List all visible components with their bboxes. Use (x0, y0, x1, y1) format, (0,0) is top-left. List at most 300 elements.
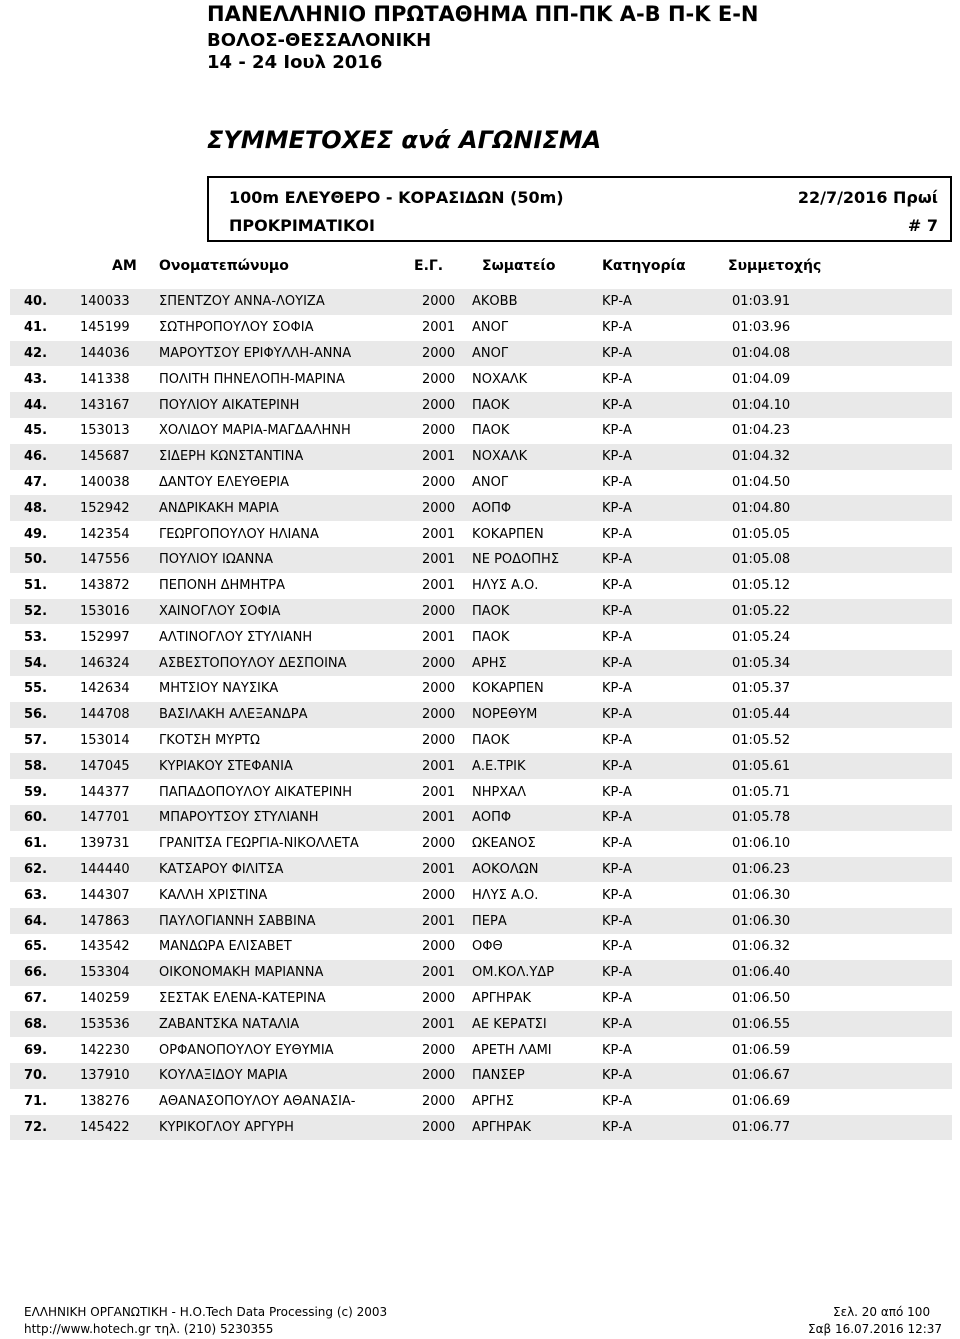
table-row (10, 650, 952, 676)
cell-athlete-id: 137910 (80, 1068, 130, 1084)
column-headers (0, 258, 960, 280)
cell-entry-time: 01:03.91 (732, 294, 791, 310)
cell-rank: 46. (24, 449, 48, 465)
cell-club: ΝΟΧΑΛΚ (472, 449, 528, 465)
cell-club: ΠΑΟΚ (472, 397, 510, 413)
cell-athlete-name: ΓΡΑΝΙΤΣΑ ΓΕΩΡΓΙΑ-ΝΙΚΟΛΛΕΤΑ (159, 836, 359, 852)
cell-athlete-name: ΜΗΤΣΙΟΥ ΝΑΥΣΙΚΑ (159, 681, 279, 697)
cell-athlete-name: ΠΑΠΑΔΟΠΟΥΛΟΥ ΑΙΚΑΤΕΡΙΝΗ (159, 784, 353, 800)
cell-rank: 67. (24, 990, 48, 1006)
cell-athlete-name: ΑΛΤΙΝΟΓΛΟΥ ΣΤΥΛΙΑΝΗ (159, 629, 313, 645)
cell-athlete-id: 142354 (80, 526, 130, 542)
cell-club: ΠΑΝΣΕΡ (472, 1068, 525, 1084)
cell-category: ΚΡ-Α (602, 732, 632, 748)
row-spacer (840, 753, 952, 779)
row-spacer (840, 573, 952, 599)
cell-club: ΑΡΕΤΗ ΛΑΜΙ (472, 1042, 552, 1058)
cell-entry-time: 01:06.23 (732, 861, 791, 877)
cell-athlete-id: 152997 (80, 629, 130, 645)
table-row (10, 1011, 952, 1037)
cell-rank: 44. (24, 397, 48, 413)
cell-rank: 69. (24, 1042, 48, 1058)
cell-entry-time: 01:06.59 (732, 1042, 791, 1058)
cell-club: ΑΡΗΣ (472, 655, 507, 671)
cell-rank: 72. (24, 1119, 48, 1135)
table-row (10, 908, 952, 934)
heat-number: # 7 (907, 216, 938, 235)
cell-rank: 52. (24, 603, 48, 619)
cell-birth-year: 2000 (422, 1094, 456, 1110)
cell-athlete-name: ΚΑΛΛΗ ΧΡΙΣΤΙΝΑ (159, 887, 268, 903)
cell-birth-year: 2000 (422, 1119, 456, 1135)
cell-athlete-name: ΜΑΝΔΩΡΑ ΕΛΙΣΑΒΕΤ (159, 939, 292, 955)
row-spacer (840, 1063, 952, 1089)
row-spacer (840, 831, 952, 857)
cell-athlete-id: 140033 (80, 294, 130, 310)
table-row (10, 882, 952, 908)
cell-athlete-id: 146324 (80, 655, 130, 671)
row-spacer (840, 882, 952, 908)
cell-entry-time: 01:06.30 (732, 887, 791, 903)
cell-club: ΑΕ ΚΕΡΑΤΣΙ (472, 1016, 547, 1032)
table-row (10, 676, 952, 702)
cell-rank: 70. (24, 1068, 48, 1084)
table-row (10, 857, 952, 883)
cell-rank: 60. (24, 810, 48, 826)
row-spacer (840, 521, 952, 547)
cell-athlete-id: 153536 (80, 1016, 130, 1032)
row-spacer (840, 392, 952, 418)
print-timestamp: Σαβ 16.07.2016 12:37 (808, 1322, 943, 1336)
cell-athlete-name: ΟΡΦΑΝΟΠΟΥΛΟΥ ΕΥΘΥΜΙΑ (159, 1042, 334, 1058)
cell-athlete-name: ΣΩΤΗΡΟΠΟΥΛΟΥ ΣΟΦΙΑ (159, 320, 314, 336)
cell-category: ΚΡ-Α (602, 758, 632, 774)
cell-athlete-name: ΚΥΡΙΚΟΓΛΟΥ ΑΡΓΥΡΗ (159, 1119, 294, 1135)
cell-rank: 57. (24, 732, 48, 748)
table-row (10, 547, 952, 573)
cell-rank: 58. (24, 758, 48, 774)
cell-club: ΑΝΟΓ (472, 474, 509, 490)
table-row (10, 728, 952, 754)
cell-birth-year: 2001 (422, 629, 456, 645)
cell-birth-year: 2001 (422, 758, 456, 774)
cell-athlete-name: ΒΑΣΙΛΑΚΗ ΑΛΕΞΑΝΔΡΑ (159, 707, 308, 723)
cell-athlete-name: ΟΙΚΟΝΟΜΑΚΗ ΜΑΡΙΑΝΝΑ (159, 965, 324, 981)
table-row (10, 753, 952, 779)
row-spacer (840, 805, 952, 831)
cell-entry-time: 01:05.12 (732, 578, 791, 594)
table-row (10, 366, 952, 392)
cell-athlete-id: 142634 (80, 681, 130, 697)
cell-rank: 65. (24, 939, 48, 955)
cell-rank: 63. (24, 887, 48, 903)
cell-entry-time: 01:06.32 (732, 939, 791, 955)
cell-entry-time: 01:05.24 (732, 629, 791, 645)
table-row (10, 1037, 952, 1063)
cell-athlete-name: ΑΣΒΕΣΤΟΠΟΥΛΟΥ ΔΕΣΠΟΙΝΑ (159, 655, 347, 671)
cell-category: ΚΡ-Α (602, 655, 632, 671)
table-row (10, 831, 952, 857)
cell-birth-year: 2000 (422, 681, 456, 697)
cell-birth-year: 2000 (422, 294, 456, 310)
row-spacer (840, 599, 952, 625)
cell-category: ΚΡ-Α (602, 887, 632, 903)
cell-athlete-id: 153016 (80, 603, 130, 619)
cell-entry-time: 01:05.78 (732, 810, 791, 826)
cell-rank: 59. (24, 784, 48, 800)
cell-birth-year: 2000 (422, 474, 456, 490)
cell-rank: 48. (24, 500, 48, 516)
col-header-name: Ονοματεπώνυμο (159, 258, 289, 274)
cell-athlete-name: ΑΘΑΝΑΣΟΠΟΥΛΟΥ ΑΘΑΝΑΣΙΑ- (159, 1094, 356, 1110)
col-header-entry: Συμμετοχής (728, 258, 822, 274)
cell-birth-year: 2001 (422, 578, 456, 594)
cell-club: ΗΛΥΣ Α.Ο. (472, 887, 539, 903)
cell-birth-year: 2001 (422, 552, 456, 568)
table-row (10, 624, 952, 650)
cell-category: ΚΡ-Α (602, 449, 632, 465)
cell-athlete-id: 143167 (80, 397, 130, 413)
entries-table (10, 289, 952, 1140)
cell-club: ΑΡΓΗΡΑΚ (472, 1119, 532, 1135)
cell-club: ΝΗΡΧΑΛ (472, 784, 527, 800)
cell-athlete-name: ΣΙΔΕΡΗ ΚΩΝΣΤΑΝΤΙΝΑ (159, 449, 304, 465)
page-number: Σελ. 20 από 100 (833, 1305, 931, 1319)
cell-category: ΚΡ-Α (602, 1016, 632, 1032)
row-spacer (840, 1011, 952, 1037)
cell-category: ΚΡ-Α (602, 861, 632, 877)
cell-rank: 55. (24, 681, 48, 697)
cell-club: ΚΟΚΑΡΠΕΝ (472, 526, 544, 542)
cell-birth-year: 2000 (422, 371, 456, 387)
cell-category: ΚΡ-Α (602, 500, 632, 516)
cell-birth-year: 2000 (422, 836, 456, 852)
cell-category: ΚΡ-Α (602, 784, 632, 800)
cell-entry-time: 01:05.61 (732, 758, 791, 774)
cell-rank: 54. (24, 655, 48, 671)
cell-entry-time: 01:05.52 (732, 732, 791, 748)
cell-birth-year: 2000 (422, 1068, 456, 1084)
row-spacer (840, 315, 952, 341)
row-spacer (840, 960, 952, 986)
col-header-club: Σωματείο (482, 258, 556, 274)
cell-rank: 41. (24, 320, 48, 336)
cell-athlete-id: 153304 (80, 965, 130, 981)
cell-entry-time: 01:06.77 (732, 1119, 791, 1135)
table-row (10, 599, 952, 625)
event-round: ΠΡΟΚΡΙΜΑΤΙΚΟΙ (229, 216, 375, 235)
row-spacer (840, 728, 952, 754)
cell-athlete-id: 147045 (80, 758, 130, 774)
cell-athlete-name: ΜΠΑΡΟΥΤΣΟΥ ΣΤΥΛΙΑΝΗ (159, 810, 319, 826)
col-header-year: Ε.Γ. (414, 258, 444, 274)
cell-entry-time: 01:05.37 (732, 681, 791, 697)
cell-entry-time: 01:06.69 (732, 1094, 791, 1110)
cell-birth-year: 2000 (422, 423, 456, 439)
row-spacer (840, 986, 952, 1012)
cell-birth-year: 2000 (422, 500, 456, 516)
row-spacer (840, 1115, 952, 1141)
table-row (10, 805, 952, 831)
cell-athlete-name: ΚΥΡΙΑΚΟΥ ΣΤΕΦΑΝΙΑ (159, 758, 293, 774)
cell-athlete-id: 147701 (80, 810, 130, 826)
cell-athlete-id: 138276 (80, 1094, 130, 1110)
cell-athlete-name: ΠΑΥΛΟΓΙΑΝΝΗ ΣΑΒΒΙΝΑ (159, 913, 316, 929)
table-row (10, 573, 952, 599)
cell-birth-year: 2000 (422, 345, 456, 361)
table-row (10, 934, 952, 960)
table-row (10, 444, 952, 470)
cell-athlete-id: 141338 (80, 371, 130, 387)
row-spacer (840, 624, 952, 650)
cell-club: ΠΕΡΑ (472, 913, 507, 929)
col-header-am: ΑΜ (112, 258, 137, 274)
row-spacer (840, 650, 952, 676)
cell-athlete-name: ΚΟΥΛΑΞΙΔΟΥ ΜΑΡΙΑ (159, 1068, 288, 1084)
cell-entry-time: 01:05.05 (732, 526, 791, 542)
cell-rank: 68. (24, 1016, 48, 1032)
table-row (10, 418, 952, 444)
cell-category: ΚΡ-Α (602, 681, 632, 697)
cell-entry-time: 01:04.09 (732, 371, 791, 387)
cell-athlete-name: ΠΕΠΟΝΗ ΔΗΜΗΤΡΑ (159, 578, 285, 594)
table-row (10, 495, 952, 521)
cell-category: ΚΡ-Α (602, 939, 632, 955)
cell-club: ΑΟΠΦ (472, 810, 512, 826)
row-spacer (840, 289, 952, 315)
cell-athlete-id: 145687 (80, 449, 130, 465)
cell-category: ΚΡ-Α (602, 1068, 632, 1084)
table-row (10, 392, 952, 418)
cell-rank: 45. (24, 423, 48, 439)
cell-athlete-name: ΠΟΥΛΙΟΥ ΙΩΑΝΝΑ (159, 552, 273, 568)
cell-birth-year: 2001 (422, 320, 456, 336)
cell-rank: 40. (24, 294, 48, 310)
cell-category: ΚΡ-Α (602, 474, 632, 490)
cell-entry-time: 01:03.96 (732, 320, 791, 336)
cell-athlete-name: ΠΟΛΙΤΗ ΠΗΝΕΛΟΠΗ-ΜΑΡΙΝΑ (159, 371, 345, 387)
cell-category: ΚΡ-Α (602, 1042, 632, 1058)
cell-birth-year: 2001 (422, 810, 456, 826)
cell-category: ΚΡ-Α (602, 371, 632, 387)
cell-athlete-id: 147863 (80, 913, 130, 929)
cell-category: ΚΡ-Α (602, 320, 632, 336)
cell-rank: 42. (24, 345, 48, 361)
row-spacer (840, 418, 952, 444)
cell-rank: 50. (24, 552, 48, 568)
cell-category: ΚΡ-Α (602, 629, 632, 645)
cell-athlete-id: 143542 (80, 939, 130, 955)
event-info-box (207, 176, 952, 242)
table-row (10, 289, 952, 315)
cell-category: ΚΡ-Α (602, 965, 632, 981)
row-spacer (840, 495, 952, 521)
cell-entry-time: 01:05.71 (732, 784, 791, 800)
cell-rank: 53. (24, 629, 48, 645)
cell-entry-time: 01:05.34 (732, 655, 791, 671)
event-dates: 14 - 24 Ιουλ 2016 (207, 52, 383, 73)
row-spacer (840, 341, 952, 367)
cell-rank: 66. (24, 965, 48, 981)
cell-entry-time: 01:06.10 (732, 836, 791, 852)
championship-title: ΠΑΝΕΛΛΗΝΙΟ ΠΡΩΤΑΘΗΜΑ ΠΠ-ΠΚ Α-Β Π-Κ Ε-Ν (207, 2, 759, 26)
cell-athlete-id: 147556 (80, 552, 130, 568)
cell-club: ΠΑΟΚ (472, 629, 510, 645)
table-row (10, 1063, 952, 1089)
cell-club: ΩΚΕΑΝΟΣ (472, 836, 536, 852)
cell-category: ΚΡ-Α (602, 578, 632, 594)
cell-entry-time: 01:04.32 (732, 449, 791, 465)
cell-entry-time: 01:05.44 (732, 707, 791, 723)
cell-category: ΚΡ-Α (602, 990, 632, 1006)
cell-club: ΑΟΚΟΛΩΝ (472, 861, 539, 877)
cell-club: ΠΑΟΚ (472, 603, 510, 619)
cell-athlete-id: 144307 (80, 887, 130, 903)
cell-rank: 56. (24, 707, 48, 723)
cell-athlete-id: 153013 (80, 423, 130, 439)
row-spacer (840, 908, 952, 934)
table-row (10, 341, 952, 367)
cell-entry-time: 01:06.30 (732, 913, 791, 929)
cell-entry-time: 01:04.23 (732, 423, 791, 439)
cell-birth-year: 2001 (422, 913, 456, 929)
cell-birth-year: 2001 (422, 526, 456, 542)
cell-category: ΚΡ-Α (602, 913, 632, 929)
table-row (10, 960, 952, 986)
row-spacer (840, 366, 952, 392)
table-row (10, 521, 952, 547)
cell-birth-year: 2000 (422, 887, 456, 903)
row-spacer (840, 676, 952, 702)
cell-entry-time: 01:06.55 (732, 1016, 791, 1032)
cell-category: ΚΡ-Α (602, 836, 632, 852)
cell-club: ΑΝΟΓ (472, 320, 509, 336)
table-row (10, 779, 952, 805)
cell-birth-year: 2001 (422, 861, 456, 877)
cell-rank: 49. (24, 526, 48, 542)
cell-club: ΝΕ ΡΟΔΟΠΗΣ (472, 552, 560, 568)
cell-birth-year: 2001 (422, 965, 456, 981)
footer-organization: ΕΛΛΗΝΙΚΗ ΟΡΓΑΝΩΤΙΚΗ - Η.Ο.Tech Data Processing (c) 2003 (24, 1305, 388, 1319)
row-spacer (840, 1089, 952, 1115)
cell-athlete-id: 144377 (80, 784, 130, 800)
page-subtitle: ΣΥΜΜΕΤΟΧΕΣ ανά ΑΓΩΝΙΣΜΑ (207, 126, 602, 154)
cell-entry-time: 01:06.40 (732, 965, 791, 981)
cell-birth-year: 2001 (422, 449, 456, 465)
cell-athlete-id: 142230 (80, 1042, 130, 1058)
cell-entry-time: 01:05.08 (732, 552, 791, 568)
cell-birth-year: 2000 (422, 397, 456, 413)
cell-athlete-id: 143872 (80, 578, 130, 594)
cell-athlete-id: 144440 (80, 861, 130, 877)
row-spacer (840, 857, 952, 883)
cell-birth-year: 2000 (422, 707, 456, 723)
cell-athlete-name: ΣΠΕΝΤΖΟΥ ΑΝΝΑ-ΛΟΥΙΖΑ (159, 294, 325, 310)
cell-athlete-name: ΠΟΥΛΙΟΥ ΑΙΚΑΤΕΡΙΝΗ (159, 397, 300, 413)
cell-athlete-name: ΓΕΩΡΓΟΠΟΥΛΟΥ ΗΛΙΑΝΑ (159, 526, 319, 542)
cell-birth-year: 2000 (422, 1042, 456, 1058)
cell-athlete-name: ΑΝΔΡΙΚΑΚΗ ΜΑΡΙΑ (159, 500, 279, 516)
cell-rank: 71. (24, 1094, 48, 1110)
cell-club: ΝΟΧΑΛΚ (472, 371, 528, 387)
cell-club: ΗΛΥΣ Α.Ο. (472, 578, 539, 594)
row-spacer (840, 444, 952, 470)
cell-category: ΚΡ-Α (602, 810, 632, 826)
event-name: 100m ΕΛΕΥΘΕΡΟ - ΚΟΡΑΣΙΔΩΝ (50m) (229, 188, 564, 207)
cell-club: ΑΟΠΦ (472, 500, 512, 516)
cell-birth-year: 2000 (422, 939, 456, 955)
cell-athlete-name: ΓΚΟΤΣΗ ΜΥΡΤΩ (159, 732, 260, 748)
cell-birth-year: 2000 (422, 655, 456, 671)
cell-rank: 61. (24, 836, 48, 852)
col-header-category: Κατηγορία (602, 258, 686, 274)
cell-club: ΟΦΘ (472, 939, 503, 955)
cell-athlete-id: 140038 (80, 474, 130, 490)
cell-rank: 64. (24, 913, 48, 929)
cell-club: ΑΝΟΓ (472, 345, 509, 361)
cell-category: ΚΡ-Α (602, 707, 632, 723)
cell-athlete-id: 144036 (80, 345, 130, 361)
row-spacer (840, 779, 952, 805)
cell-category: ΚΡ-Α (602, 603, 632, 619)
cell-entry-time: 01:06.67 (732, 1068, 791, 1084)
table-row (10, 1115, 952, 1141)
cell-rank: 43. (24, 371, 48, 387)
cell-club: ΑΡΓΗΡΑΚ (472, 990, 532, 1006)
cell-athlete-id: 152942 (80, 500, 130, 516)
cell-athlete-id: 153014 (80, 732, 130, 748)
cell-athlete-name: ΖΑΒΑΝΤΣΚΑ ΝΑΤΑΛΙΑ (159, 1016, 300, 1032)
table-row (10, 1089, 952, 1115)
cell-club: ΠΑΟΚ (472, 423, 510, 439)
table-row (10, 470, 952, 496)
cell-entry-time: 01:04.08 (732, 345, 791, 361)
cell-entry-time: 01:04.80 (732, 500, 791, 516)
cell-athlete-id: 139731 (80, 836, 130, 852)
event-date: 22/7/2016 Πρωί (797, 188, 938, 207)
cell-rank: 47. (24, 474, 48, 490)
cell-club: ΑΡΓΗΣ (472, 1094, 514, 1110)
cell-rank: 51. (24, 578, 48, 594)
cell-athlete-name: ΧΑΙΝΟΓΛΟΥ ΣΟΦΙΑ (159, 603, 281, 619)
cell-category: ΚΡ-Α (602, 526, 632, 542)
cell-rank: 62. (24, 861, 48, 877)
cell-entry-time: 01:05.22 (732, 603, 791, 619)
cell-athlete-name: ΣΕΣΤΑΚ ΕΛΕΝΑ-ΚΑΤΕΡΙΝΑ (159, 990, 326, 1006)
cell-category: ΚΡ-Α (602, 552, 632, 568)
table-row (10, 986, 952, 1012)
cell-birth-year: 2000 (422, 732, 456, 748)
row-spacer (840, 1037, 952, 1063)
cell-athlete-name: ΚΑΤΣΑΡΟΥ ΦΙΛΙΤΣΑ (159, 861, 284, 877)
cell-birth-year: 2000 (422, 603, 456, 619)
cell-athlete-name: ΔΑΝΤΟΥ ΕΛΕΥΘΕΡΙΑ (159, 474, 290, 490)
cell-category: ΚΡ-Α (602, 345, 632, 361)
cell-athlete-name: ΜΑΡΟΥΤΣΟΥ ΕΡΙΦΥΛΛΗ-ΑΝΝΑ (159, 345, 352, 361)
cell-club: Α.Ε.ΤΡΙΚ (472, 758, 526, 774)
cell-category: ΚΡ-Α (602, 397, 632, 413)
cell-category: ΚΡ-Α (602, 294, 632, 310)
venue: ΒΟΛΟΣ-ΘΕΣΣΑΛΟΝΙΚΗ (207, 30, 432, 51)
cell-category: ΚΡ-Α (602, 423, 632, 439)
cell-birth-year: 2001 (422, 784, 456, 800)
table-row (10, 702, 952, 728)
row-spacer (840, 934, 952, 960)
cell-birth-year: 2001 (422, 1016, 456, 1032)
cell-club: ΠΑΟΚ (472, 732, 510, 748)
cell-entry-time: 01:04.50 (732, 474, 791, 490)
cell-club: ΑΚΟΒΒ (472, 294, 518, 310)
